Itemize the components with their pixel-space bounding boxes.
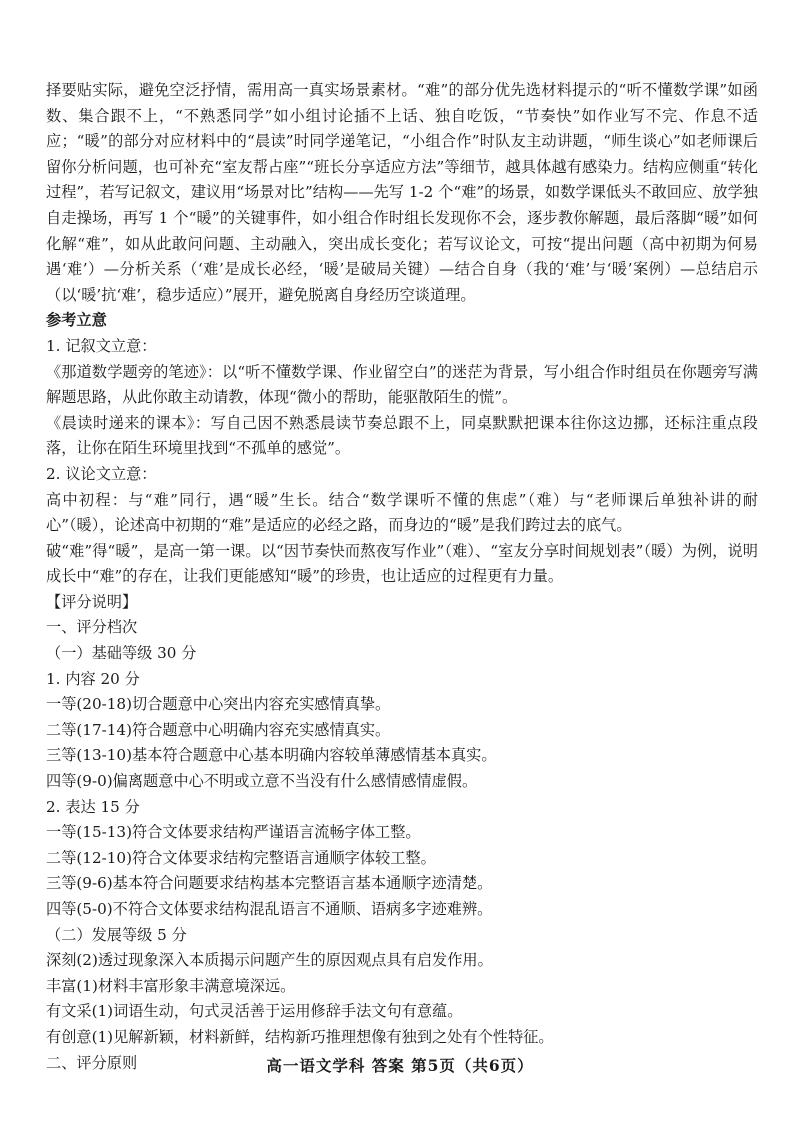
development-item: 有创意(1)见解新颖，材料新鲜，结构新巧推理想像有独到之处有个性特征。 <box>46 1027 554 1046</box>
narrative-idea-1: 《那道数学题旁的笔迹》：以“听不懂数学课、作业留空白”的迷茫为背景，写小组合作时组员在你题旁写满解题思路，从此你敢主动请教，体现“微小的帮助，能驱散陌生的慌”。 <box>46 362 758 407</box>
scoring-heading: 【评分说明】 <box>46 592 138 611</box>
expression-item: 一等(15-13)符合文体要求结构严谨语言流畅字体工整。 <box>46 823 421 842</box>
development-title: （二）发展等级 5 分 <box>46 925 187 944</box>
content-title: 1. 内容 20 分 <box>46 669 140 688</box>
content-item: 四等(9-0)偏离题意中心不明或立意不当没有什么感情感情虚假。 <box>46 772 478 791</box>
development-item: 丰富(1)材料丰富形象丰满意境深远。 <box>46 976 296 995</box>
levels-title: 一、评分档次 <box>46 618 138 637</box>
principles-title: 二、评分原则 <box>46 1053 138 1072</box>
development-item: 有文采(1)词语生动，句式灵活善于运用修辞手法文句有意蕴。 <box>46 1002 463 1021</box>
content-item: 一等(20-18)切合题意中心突出内容充实感情真挚。 <box>46 695 391 714</box>
narrative-idea-2: 《晨读时递来的课本》：写自己因不熟悉晨读节奏总跟不上，同桌默默把课本往你这边挪，还标注重点段落，让你在陌生环境里找到“不孤单的感觉”。 <box>46 413 758 458</box>
narrative-title: 1. 记叙文立意： <box>46 336 157 355</box>
expression-item: 四等(5-0)不符合文体要求结构混乱语言不通顺、语病多字迹难辨。 <box>46 900 493 918</box>
argument-title: 2. 议论文立意： <box>46 464 157 483</box>
expression-item: 二等(12-10)符合文体要求结构完整语言通顺字体较工整。 <box>46 848 436 867</box>
reference-heading: 参考立意 <box>46 311 107 330</box>
answer-document <box>46 78 758 1076</box>
writing-guidance-paragraph: 择要贴实际，避免空泛抒情，需用高一真实场景素材。“难”的部分优先选材料提示的“听不懂数学课”如函数、集合跟不上，“不熟悉同学”如小组讨论插不上话、独自吃饭，“节奏快”如作业写不完、作息不适应；“暖”的部分对应材料中的“晨读”时同学递笔记，“小组合作”时队友主动讲题，“师生谈心”如老师课后留你分析问题，也可补充“室友帮占座”“班长分享适应方法”等细节，越具体越有感染力。结构应侧重“转化过程”，若写记叙文，建议用“场景对比”结构——先写 1-2 个“难”的场景，如数学课低头不敢回应、放学独自走操场，再写 1 个“暖”的关键事件，如小组合作时组长发现你不会，逐步教你解题，最后落脚“暖”如何化解“难”，如从此敢问问题、主动融入，突出成长变化；若写议论文，可按“提出问题（高中初期为何易遇‘难’）—分析关系（‘难’是成长必经，‘暖’是破局关键）—结合自身（我的‘难’与‘暖’案例）—总结启示（以‘暖’抗‘难’，稳步适应）”展开，避免脱离自身经历空谈道理。 <box>46 81 758 304</box>
development-item: 深刻(2)透过现象深入本质揭示问题产生的原因观点具有启发作用。 <box>46 951 493 970</box>
content-item: 三等(13-10)基本符合题意中心基本明确内容较单薄感情基本真实。 <box>46 746 497 765</box>
argument-idea-1: 高中初程：与“难”同行，遇“暖”生长。结合“数学课听不懂的焦虑”（难）与“老师课后单独补讲的耐心”（暖），论述高中初期的“难”是适应的必经之路，而身边的“暖”是我们跨过去的底气。 <box>46 490 758 535</box>
content-item: 二等(17-14)符合题意中心明确内容充实感情真实。 <box>46 720 391 739</box>
argument-idea-2: 破“难”得“暖”，是高一第一课。以“因节奏快而熬夜写作业”（难）、“室友分享时间规划表”（暖）为例，说明成长中“难”的存在，让我们更能感知“暖”的珍贵，也让适应的过程更有力量。 <box>46 541 758 586</box>
basic-level-title: （一）基础等级 30 分 <box>46 644 197 663</box>
page-footer: 高一语文学科 答案 第5页（共6页） <box>266 1056 534 1075</box>
expression-title: 2. 表达 15 分 <box>46 797 140 816</box>
expression-item: 三等(9-6)基本符合问题要求结构基本完整语言基本通顺字迹清楚。 <box>46 874 493 893</box>
